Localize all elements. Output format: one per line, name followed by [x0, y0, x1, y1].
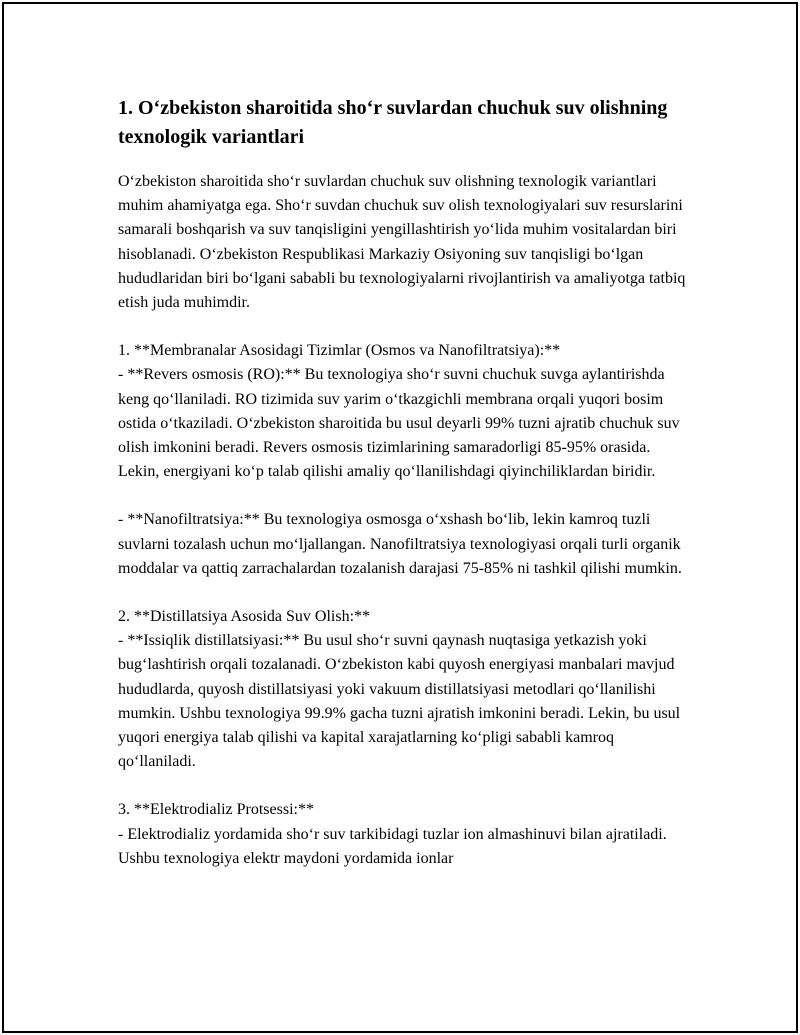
document-body [118, 94, 690, 895]
section-distillation [118, 605, 690, 774]
section-item-reverse-osmosis: - **Revers osmosis (RO):** Bu texnologiya sho‘r suvni chuchuk suvga aylantirishda keng qo‘llaniladi. RO tizimida suv yarim o‘tkazgichli membrana orqali yuqori bosim ostida o‘tkaziladi. O‘zbekiston sharoitida bu usul deyarli 99% tuzni ajratib chuchuk suv olish imkonini beradi. Revers osmosis tizimlarining samaradorligi 85-95% orasida. Lekin, energiyani ko‘p talab qilishi amaliy qo‘llanilishdagi qiyinchiliklardan biridir. [118, 366, 680, 481]
section-item-thermal-distillation: - **Issiqlik distillatsiyasi:** Bu usul sho‘r suvni qaynash nuqtasiga yetkazish yoki bug‘lashtirish orqali tozalanadi. O‘zbekiston kabi quyosh energiyasi manbalari mavjud hududlarda, quyosh distillatsiyasi yoki vakuum distillatsiyasi metodlari qo‘llanilishi mumkin. Ushbu texnologiya 99.9% gacha tuzni ajratish imkonini beradi. Lekin, bu usul yuqori energiya talab qilishi va kapital xarajatlarning ko‘pligi sababli kamroq qo‘llaniladi. [118, 632, 681, 771]
section-membranes [118, 339, 690, 581]
section-item-nanofiltration: - **Nanofiltratsiya:** Bu texnologiya osmosga o‘xshash bo‘lib, lekin kamroq tuzli suvlarni tozalash uchun mo‘ljallangan. Nanofiltratsiya texnologiyasi orqali turli organik moddalar va qattiq zarrachalardan tozalanish darajasi 75-85% ni tashkil qilishi mumkin. [118, 511, 682, 577]
section-heading: 2. **Distillatsiya Asosida Suv Olish:** [118, 608, 371, 626]
section-heading: 3. **Elektrodializ Protsessi:** [118, 801, 314, 819]
section-item-electrodialysis: - Elektrodializ yordamida sho‘r suv tarkibidagi tuzlar ion almashinuvi bilan ajratiladi. Ushbu texnologiya elektr maydoni yordamida ionlar [118, 825, 667, 867]
document-title: 1. O‘zbekiston sharoitida sho‘r suvlardan chuchuk suv olishning texnologik variantlari [118, 97, 668, 148]
intro-paragraph: O‘zbekiston sharoitida sho‘r suvlardan chuchuk suv olishning texnologik variantlari muhim ahamiyatga ega. Sho‘r suvdan chuchuk suv olish texnologiyalari suv resurslarini samarali boshqarish va suv tanqisligini yengillashtirish yo‘lida muhim vositalardan biri hisoblanadi. O‘zbekiston Respublikasi Markaziy Osiyoning suv tanqisligi bo‘lgan hududlaridan biri bo‘lgani sababli bu texnologiyalarni rivojlantirish va amaliyotga tatbiq etish juda muhimdir. [118, 173, 686, 312]
section-electrodialysis [118, 798, 690, 871]
section-heading: 1. **Membranalar Asosidagi Tizimlar (Osmos va Nanofiltratsiya):** [118, 342, 561, 360]
